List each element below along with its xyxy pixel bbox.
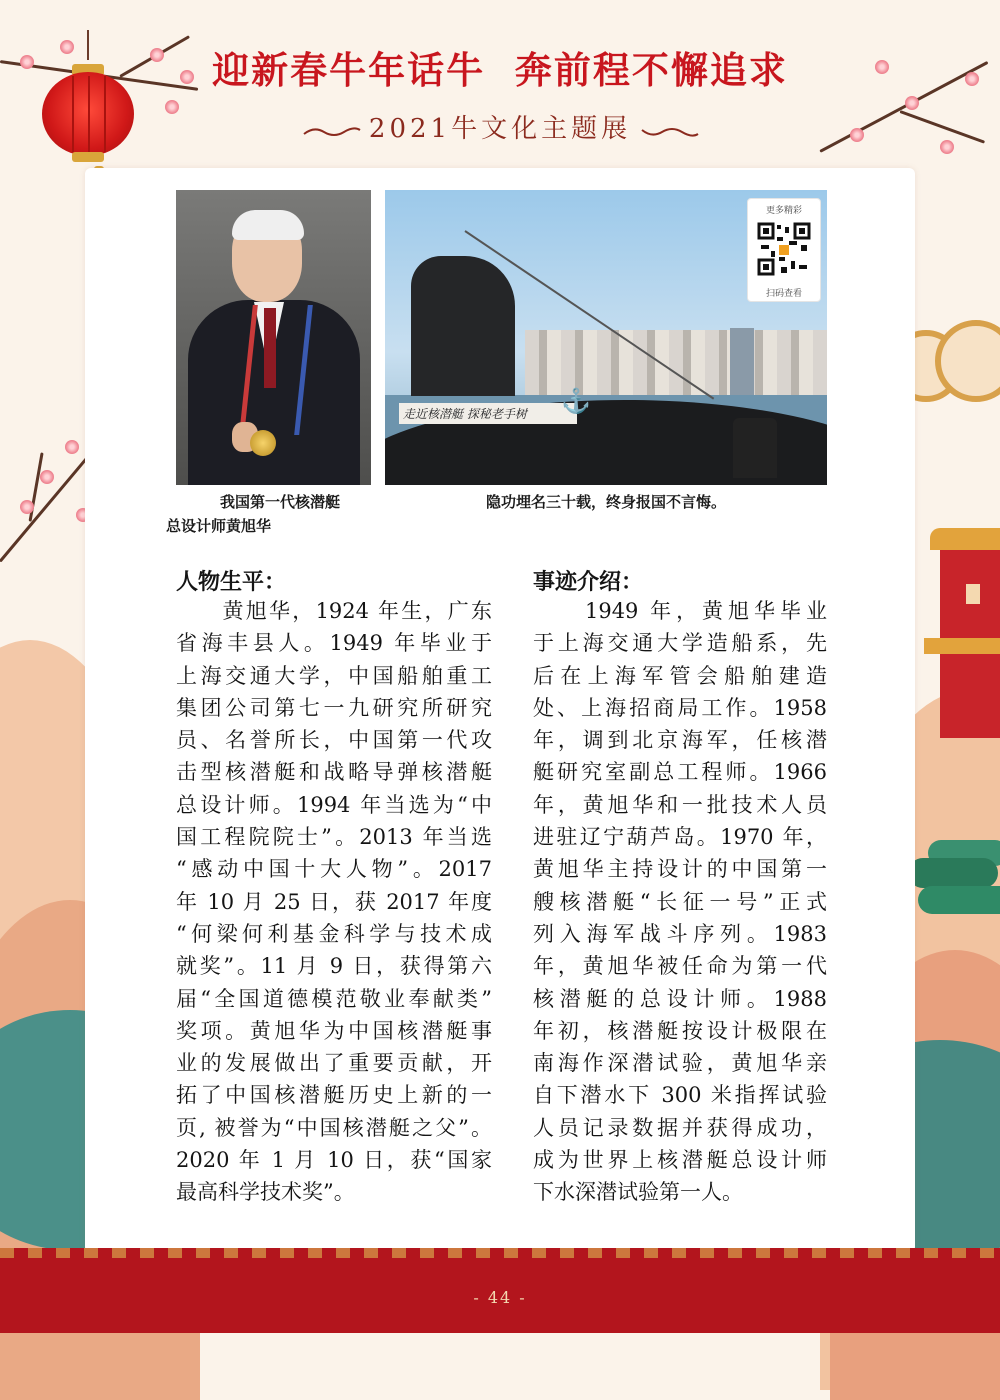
text-line: 艇研究室副总工程师。1966 (533, 760, 827, 785)
text-line: 上海交通大学，中国船舶重工 (176, 663, 492, 688)
text-line: 下水深潜试验第一人。 (533, 1180, 743, 1205)
text-line: 成为世界上核潜艇总设计师 (533, 1148, 827, 1173)
text-line: 1949 年，黄旭华毕业 (533, 599, 827, 623)
text-line: 黄旭华主持设计的中国第一 (533, 857, 827, 882)
lantern-string (87, 30, 89, 60)
submarine-caption: 隐功埋名三十载，终身报国不言悔。 (485, 493, 726, 511)
qr-code-icon[interactable] (757, 217, 811, 281)
portrait-caption (166, 490, 378, 538)
text-line: 人员记录数据并获得成功， (533, 1115, 827, 1140)
text-line: 自下潜水下 300 米指挥试验 (533, 1083, 827, 1108)
text-line: 最高科学技术奖”。 (176, 1180, 355, 1205)
text-line: 黄旭华，1924 年生，广东 (176, 599, 492, 623)
text-line: 届“全国道德模范敬业奉献类” (176, 986, 492, 1011)
text-line: 业的发展做出了重要贡献，开 (176, 1051, 492, 1076)
text-line: 后在上海军管会船舶建造 (533, 663, 827, 688)
deeds-text (533, 595, 827, 1209)
text-line: 年，黄旭华被任命为第一代 (533, 954, 827, 979)
text-line: 艘核潜艇“长征一号”正式 (533, 889, 827, 914)
text-line: “何梁何利基金科学与技术成 (176, 921, 492, 946)
text-line: 年，黄旭华和一批技术人员 (533, 792, 827, 817)
anchor-icon: ⚓ (561, 387, 591, 415)
deeds-title: 事迹介绍： (533, 569, 644, 595)
page-number: - 44 - (473, 1288, 527, 1307)
text-line: 页, 被誉为“中国核潜艇之父”。 (176, 1115, 492, 1140)
text-line: 省海丰县人。1949 年毕业于 (176, 631, 492, 656)
text-line: 年，调到北京海军，任核潜 (533, 728, 827, 753)
text-line: 员、名誉所长，中国第一代攻 (176, 728, 492, 753)
page-title: 迎新春牛年话牛 奔前程不懈追求 (212, 48, 788, 92)
text-line: 集团公司第七一九研究所研究 (176, 695, 492, 720)
qr-bottom-label: 扫码查看 (765, 289, 802, 299)
text-line: 击型核潜艇和战略导弹核潜艇 (176, 760, 492, 785)
text-line: 于上海交通大学造船系，先 (533, 631, 827, 656)
submarine-sail (411, 256, 515, 396)
flourish-right-icon (640, 126, 700, 138)
portrait-caption-line1: 我国第一代核潜艇 (220, 493, 341, 511)
biography-text (176, 595, 492, 1209)
text-line: 核潜艇的总设计师。1988 (533, 986, 827, 1011)
qr-top-label: 更多精彩 (765, 206, 802, 216)
qr-code-panel[interactable] (747, 198, 821, 302)
text-line: 南海作深潜试验，黄旭华亲 (533, 1051, 827, 1076)
biography-title: 人物生平： (176, 569, 287, 595)
text-line: “感动中国十大人物”。2017 (176, 857, 492, 882)
text-line: 年初，核潜艇按设计极限在 (533, 1018, 827, 1043)
text-line: 就奖”。11 月 9 日，获得第六 (176, 954, 492, 979)
text-line: 奖项。黄旭华为中国核潜艇事 (176, 1018, 492, 1043)
page-subtitle: 2021牛文化主题展 (368, 114, 632, 144)
portrait-photo (176, 190, 371, 485)
text-line: 处、上海招商局工作。1958 (533, 695, 827, 720)
text-line: 列入海军战斗序列。1983 (533, 921, 827, 946)
lantern-icon (42, 58, 134, 166)
text-line: 进驻辽宁葫芦岛。1970 年， (533, 825, 827, 850)
text-line: 总设计师。1994 年当选为“中 (176, 792, 492, 817)
pagoda-icon (930, 528, 1000, 738)
medal-icon (250, 430, 276, 456)
submarine-banner: 走近核潜艇 探秘老手树 (399, 403, 577, 424)
text-line: 年 10 月 25 日，获 2017 年度 (176, 889, 492, 914)
pine-tree-icon (908, 840, 1000, 930)
text-line: 2020 年 1 月 10 日，获“国家 (176, 1148, 492, 1173)
text-line: 国工程院院士”。2013 年当选 (176, 825, 492, 850)
text-line: 拓了中国核潜艇历史上新的一 (176, 1083, 492, 1108)
portrait-caption-line2: 总设计师黄旭华 (166, 517, 272, 535)
